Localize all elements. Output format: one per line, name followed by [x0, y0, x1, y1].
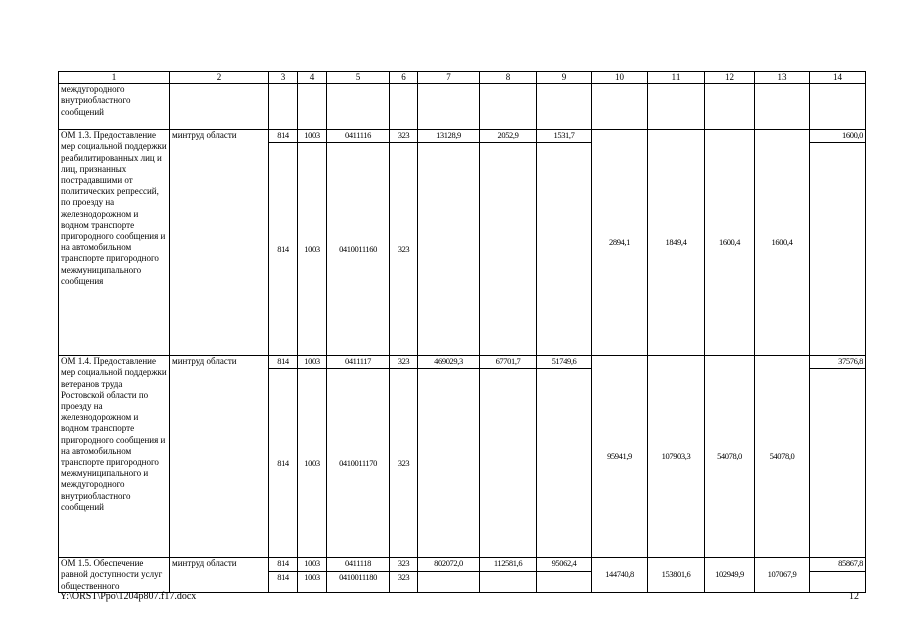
expense-type-cell: 323	[390, 356, 418, 369]
page-number: 12	[849, 591, 859, 602]
target-item-cell: 0411117	[327, 356, 390, 369]
measure-title-cell: междугородного внутриобластного сообщений	[59, 84, 170, 130]
budget-table	[58, 71, 866, 593]
value-cell: 1849,4	[648, 130, 705, 356]
column-header: 3	[269, 72, 298, 84]
value-cell: 144740,8	[592, 558, 648, 593]
value-cell: 2052,9	[480, 130, 537, 143]
expense-type-cell: 323	[390, 572, 418, 593]
section-cell: 1003	[298, 130, 327, 143]
target-item-cell: 0411118	[327, 558, 390, 572]
value-cell: 37576,8	[810, 356, 866, 369]
value-cell: 802072,0	[418, 558, 480, 572]
value-cell: 112581,6	[480, 558, 537, 572]
section-cell: 1003	[298, 143, 327, 356]
value-cell: 67701,7	[480, 356, 537, 369]
expense-type-cell: 323	[390, 130, 418, 143]
column-header: 6	[390, 72, 418, 84]
value-cell: 54078,0	[705, 356, 755, 558]
column-header: 10	[592, 72, 648, 84]
section-cell: 1003	[298, 572, 327, 593]
expense-type-cell: 323	[390, 369, 418, 558]
executor-cell: минтруд области	[170, 558, 269, 593]
section-cell: 1003	[298, 369, 327, 558]
executor-cell: минтруд области	[170, 356, 269, 558]
value-cell: 107903,3	[648, 356, 705, 558]
file-path-footer: Y:\ORST\Ppo\1204p807.f17.docx	[60, 591, 197, 602]
target-item-cell: 0410011160	[327, 143, 390, 356]
table-row	[59, 84, 866, 130]
value-cell: 13128,9	[418, 130, 480, 143]
grbs-cell: 814	[269, 143, 298, 356]
value-cell: 153801,6	[648, 558, 705, 593]
section-cell: 1003	[298, 558, 327, 572]
value-cell: 95941,9	[592, 356, 648, 558]
column-header: 12	[705, 72, 755, 84]
expense-type-cell: 323	[390, 558, 418, 572]
value-cell: 469029,3	[418, 356, 480, 369]
value-cell: 95062,4	[537, 558, 592, 572]
executor-cell: минтруд области	[170, 130, 269, 356]
target-item-cell: 0410011180	[327, 572, 390, 593]
grbs-cell: 814	[269, 572, 298, 593]
value-cell: 2894,1	[592, 130, 648, 356]
column-header: 1	[59, 72, 170, 84]
measure-title-cell: ОМ 1.5. Обеспечение равной доступности услуг общественного	[59, 558, 170, 593]
column-header: 4	[298, 72, 327, 84]
column-header: 13	[755, 72, 810, 84]
table-row	[59, 356, 866, 369]
target-item-cell: 0410011170	[327, 369, 390, 558]
column-header: 8	[480, 72, 537, 84]
value-cell: 85867,8	[810, 558, 866, 572]
column-header: 14	[810, 72, 866, 84]
column-header: 2	[170, 72, 269, 84]
column-header: 5	[327, 72, 390, 84]
table-row	[59, 130, 866, 143]
column-header: 11	[648, 72, 705, 84]
measure-title-cell: ОМ 1.4. Предоставление мер социальной поддержки ветеранов труда Ростовской области по проезду на железнодорожном и водном транспорте пригородного сообщения и на автомобильном транспорте пригородного межмуниципального и междугородного внутриобластного сообщений	[59, 356, 170, 558]
value-cell: 102949,9	[705, 558, 755, 593]
value-cell: 51749,6	[537, 356, 592, 369]
value-cell: 1600,0	[810, 130, 866, 143]
value-cell: 54078,0	[755, 356, 810, 558]
section-cell: 1003	[298, 356, 327, 369]
value-cell: 107067,9	[755, 558, 810, 593]
measure-title-cell: ОМ 1.3. Предоставление мер социальной поддержки реабилитированных лиц и лиц, признанных пострадавшими от политических репрессий, по проезду на железнодорожном и водном транспорте пригородного сообщения и на автомобильном транспорте пригородного межмуниципального сообщения	[59, 130, 170, 356]
grbs-cell: 814	[269, 130, 298, 143]
grbs-cell: 814	[269, 356, 298, 369]
expense-type-cell: 323	[390, 143, 418, 356]
table-row	[59, 558, 866, 572]
grbs-cell: 814	[269, 369, 298, 558]
column-number-row	[59, 72, 866, 84]
value-cell: 1600,4	[755, 130, 810, 356]
grbs-cell: 814	[269, 558, 298, 572]
column-header: 7	[418, 72, 480, 84]
value-cell: 1600,4	[705, 130, 755, 356]
column-header: 9	[537, 72, 592, 84]
target-item-cell: 0411116	[327, 130, 390, 143]
value-cell: 1531,7	[537, 130, 592, 143]
